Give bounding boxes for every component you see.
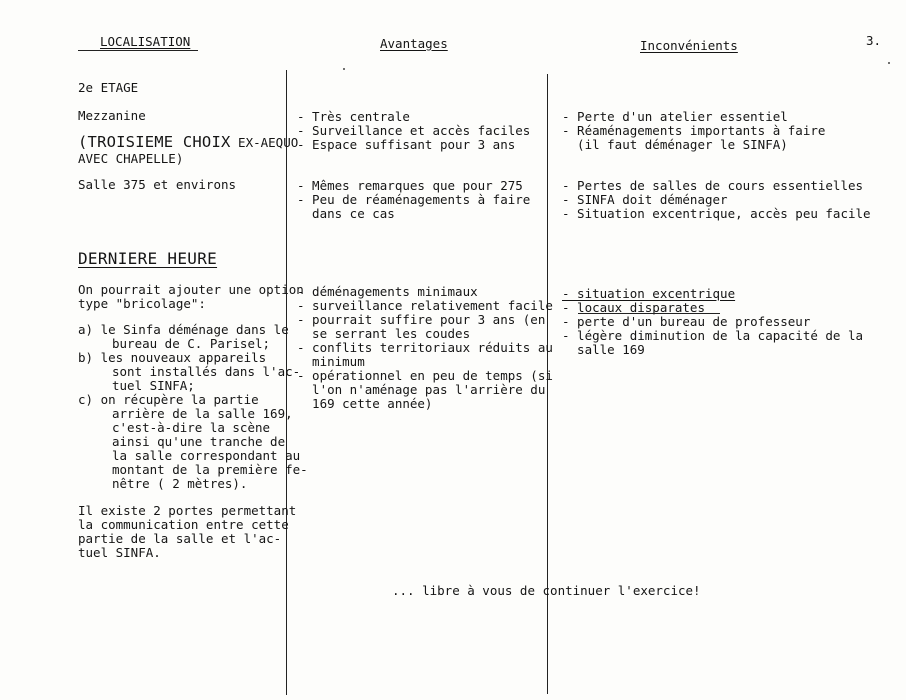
avantage-item: - opérationnel en peu de temps (si <box>297 368 553 383</box>
inconvenients-salle375 <box>562 179 871 221</box>
item-c-line: c'est-à-dire la scène <box>112 420 271 435</box>
inconvenient-item: - perte d'un bureau de professeur <box>562 314 811 329</box>
avantage-item: - Mêmes remarques que pour 275 <box>297 178 523 193</box>
avantage-item: - Espace suffisant pour 3 ans <box>297 137 516 152</box>
inconvenient-item: - légère diminution de la capacité de la <box>562 328 864 343</box>
portes-line: Il existe 2 portes permettant <box>78 503 297 518</box>
header-inconvenients: Inconvénients <box>640 38 738 53</box>
avantages-derniere <box>297 285 553 411</box>
inconvenient-item: - Pertes de salles de cours essentielles <box>562 178 864 193</box>
header-rule <box>78 50 198 51</box>
avantage-item: - Très centrale <box>297 109 410 124</box>
inconvenient-item: salle 169 <box>562 342 645 357</box>
portes-text <box>78 504 296 560</box>
footer-note: ... libre à vous de continuer l'exercice! <box>392 583 701 598</box>
avantages-mezzanine <box>297 110 530 152</box>
avantage-item: l'on n'aménage pas l'arrière du <box>297 382 546 397</box>
item-c-line: montant de la première fe- <box>112 462 308 477</box>
option-line: type "bricolage": <box>78 296 206 311</box>
item-a-line: a) le Sinfa déménage dans le <box>78 322 289 337</box>
etage-label: 2e ETAGE <box>78 80 139 95</box>
item-a-line: bureau de C. Parisel; <box>112 336 271 351</box>
inconvenient-item: - situation excentrique <box>562 286 736 301</box>
item-a <box>78 323 289 351</box>
avantage-item: se serrant les coudes <box>297 326 471 341</box>
inconvenient-item: - Réaménagements importants à faire <box>562 123 826 138</box>
paper-speck <box>888 62 890 64</box>
troisieme-choix <box>78 135 298 150</box>
avantage-item: dans ce cas <box>297 206 395 221</box>
avantage-item: minimum <box>297 354 365 369</box>
inconvenient-item: - locaux disparates <box>562 300 705 315</box>
ex-aequo-label: EX-AEQUO <box>230 135 299 150</box>
item-c-line: ainsi qu'une tranche de <box>112 434 286 449</box>
situation-rule <box>578 313 720 314</box>
salle375-label: Salle 375 et environs <box>78 177 237 192</box>
avantage-item: - Surveillance et accès faciles <box>297 123 531 138</box>
avantage-item: - Peu de réaménagements à faire <box>297 192 531 207</box>
avantage-item: - surveillance relativement facile <box>297 298 553 313</box>
portes-line: tuel SINFA. <box>78 545 161 560</box>
item-b-line: tuel SINFA; <box>112 378 195 393</box>
item-c-line: nêtre ( 2 mètres). <box>112 476 248 491</box>
derniere-heure-heading: DERNIERE HEURE <box>78 249 218 268</box>
avantage-item: - pourrait suffire pour 3 ans (en <box>297 312 546 327</box>
portes-line: la communication entre cette <box>78 517 289 532</box>
avantages-salle375 <box>297 179 530 221</box>
inconvenient-item: (il faut déménager le SINFA) <box>562 137 788 152</box>
option-text <box>78 283 304 311</box>
page-number: 3. <box>866 33 882 48</box>
item-c <box>78 393 308 491</box>
avantage-item: 169 cette année) <box>297 396 433 411</box>
portes-line: partie de la salle et l'ac- <box>78 531 282 546</box>
item-c-line: la salle correspondant au <box>112 448 301 463</box>
avantage-item: - déménagements minimaux <box>297 284 478 299</box>
paper-speck <box>343 68 345 70</box>
inconvenient-item: - Situation excentrique, accès peu facile <box>562 206 871 221</box>
header-localisation: LOCALISATION <box>100 34 191 49</box>
item-c-line: arrière de la salle 169, <box>112 406 293 421</box>
option-line: On pourrait ajouter une option <box>78 282 304 297</box>
inconvenient-item: - Perte d'un atelier essentiel <box>562 109 788 124</box>
inconvenient-item: - SINFA doit déménager <box>562 192 728 207</box>
item-c-line: c) on récupère la partie <box>78 392 259 407</box>
avantage-item: - conflits territoriaux réduits au <box>297 340 553 355</box>
item-b-line: b) les nouveaux appareils <box>78 350 267 365</box>
inconvenients-mezzanine <box>562 110 825 152</box>
inconvenients-derniere <box>562 287 863 357</box>
avec-chapelle-label: AVEC CHAPELLE) <box>78 151 184 166</box>
troisieme-choix-title: (TROISIEME CHOIX <box>78 133 231 151</box>
item-b-line: sont installés dans l'ac- <box>112 364 301 379</box>
header-avantages: Avantages <box>380 36 448 51</box>
item-b <box>78 351 300 393</box>
mezzanine-label: Mezzanine <box>78 108 146 123</box>
